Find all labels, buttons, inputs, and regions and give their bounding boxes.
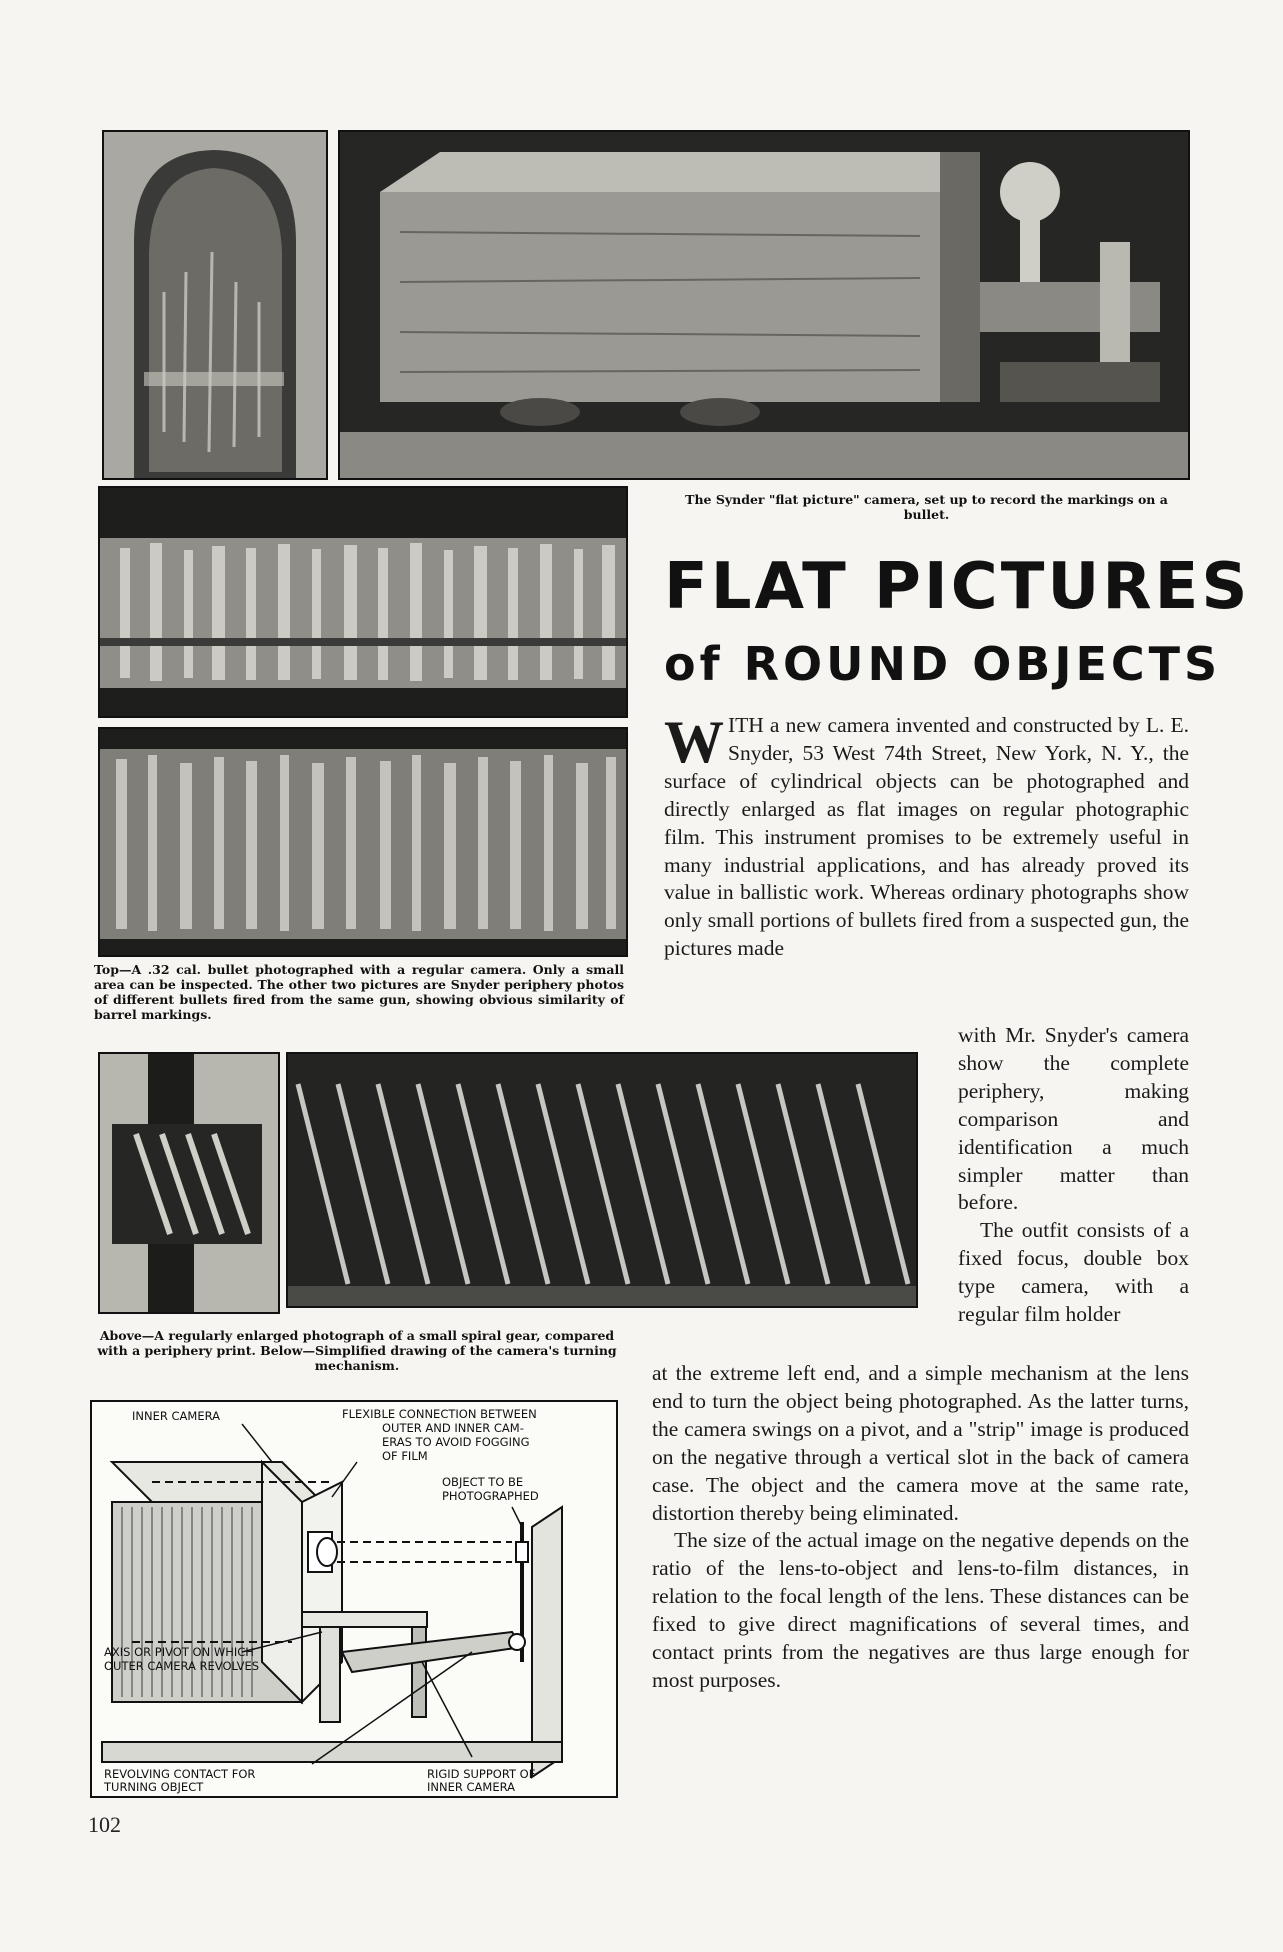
article-paragraph-2: The outfit consists of a fixed focus, double box type camera, with a regular film holder [958,1218,1189,1327]
bullet-regular-photo [102,130,328,480]
page-number: 102 [88,1812,121,1837]
label-rigid-2: INNER CAMERA [427,1780,515,1794]
periphery-photo-1 [98,486,628,718]
article-title: FLAT PICTURES [664,550,1251,624]
label-inner-camera: INNER CAMERA [132,1409,220,1423]
article-paragraph-1: ITH a new camera invented and constructed by L. E. Snyder, 53 West 74th Street, New York, N. Y., the surface of cylindrical objects can be photographed and directly enlarged as flat images on regular photographic film. This instrument promises to be extremely useful in many industrial applications, and has already proved its value in ballistic work. Whereas ordinary photographs show only small portions of bullets fired from a suspected gun, the pictures made [664,713,1189,961]
mechanism-diagram [90,1400,618,1798]
article-body-narrow [958,1022,1189,1329]
label-object-1: OBJECT TO BE [442,1475,524,1489]
label-flexible-3: ERAS TO AVOID FOGGING [382,1435,530,1449]
label-revolving-1: REVOLVING CONTACT FOR [104,1767,256,1781]
label-axis-1: AXIS OR PIVOT ON WHICH [104,1645,254,1659]
article-paragraph-1-cont: with Mr. Snyder's camera show the complete periphery, making comparison and identification a much simpler matter than before. [958,1023,1189,1215]
spiral-gear-photo [98,1052,280,1314]
camera-caption: The Synder "flat picture" camera, set up to record the markings on a bullet. [685,492,1168,522]
camera-photo [338,130,1190,480]
drop-cap: W [664,709,724,775]
label-rigid-1: RIGID SUPPORT OF [427,1767,536,1781]
label-flexible-4: OF FILM [382,1449,428,1463]
gear-periphery-photo [286,1052,918,1308]
periphery-photo-2 [98,727,628,957]
label-axis-2: OUTER CAMERA REVOLVES [104,1659,260,1673]
article-paragraph-3: The size of the actual image on the negative depends on the ratio of the lens-to-object and lens-to-film distances, in relation to the focal length of the lens. These distances can be fixed to give direct magnifications of several times, and contact prints from the negatives are thus large enough for most purposes. [652,1528,1189,1692]
article-body-top [664,709,1189,963]
label-object-2: PHOTOGRAPHED [442,1489,539,1503]
bullets-caption: Top—A .32 cal. bullet photographed with a regular camera. Only a small area can be inspected. The other two pictures are Snyder periphery photos of different bullets fired from the same gun, showing obvious similarity of barrel markings. [94,962,624,1022]
article-subtitle: of ROUND OBJECTS [664,637,1222,691]
article-paragraph-2-cont: at the extreme left end, and a simple mechanism at the lens end to turn the object being photographed. As the latter turns, the camera swings on a pivot, and a "strip" image is produced on the negative through a vertical slot in the back of camera case. The object and the camera move at the same rate, distortion thereby being eliminated. [652,1361,1189,1525]
label-revolving-2: TURNING OBJECT [104,1780,204,1794]
label-flexible-2: OUTER AND INNER CAM- [382,1421,524,1435]
label-flexible-1: FLEXIBLE CONNECTION BETWEEN [342,1407,537,1421]
gear-caption: Above—A regularly enlarged photograph of a small spiral gear, compared with a periphery print. Below—Simplified drawing of the camera's turning mechanism. [97,1328,617,1373]
article-body-bottom [652,1360,1189,1695]
